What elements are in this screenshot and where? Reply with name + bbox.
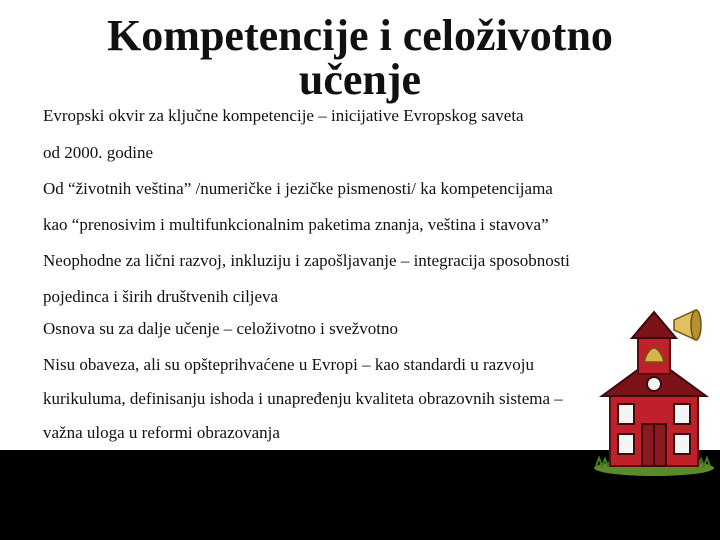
schoolhouse-with-bell-icon [588,300,720,478]
body-line: pojedinca i širih društvenih ciljeva [43,287,279,306]
body-line: kurikuluma, definisanju ishoda i unapređenju kvaliteta obrazovnih sistema – [43,389,563,408]
body-line: Osnova su za dalje učenje – celoživotno i svežvotno [43,319,398,338]
body-line: važna uloga u reformi obrazovanja [43,423,280,442]
body-line: kao “prenosivim i multifunkcionalnim paketima znanja, veština i stavova” [43,215,549,234]
title-line-1: Kompetencije i celoživotno [107,11,613,60]
body-line: Evropski okvir za ključne kompetencije – inicijative Evropskog saveta [43,106,524,125]
body-line: Neophodne za lični razvoj, inkluziju i zapošljavanje – integracija sposobnosti [43,251,570,270]
title-line-2: učenje [298,55,422,104]
body-line: Nisu obaveza, ali su opšteprihvaćene u Evropi – kao standardi u razvoju [43,355,534,374]
body-line: Od “životnih veština” /numeričke i jezičke pismenosti/ ka kompetencijama [43,179,553,198]
slide-title [60,11,660,104]
body-line: od 2000. godine [43,143,154,162]
